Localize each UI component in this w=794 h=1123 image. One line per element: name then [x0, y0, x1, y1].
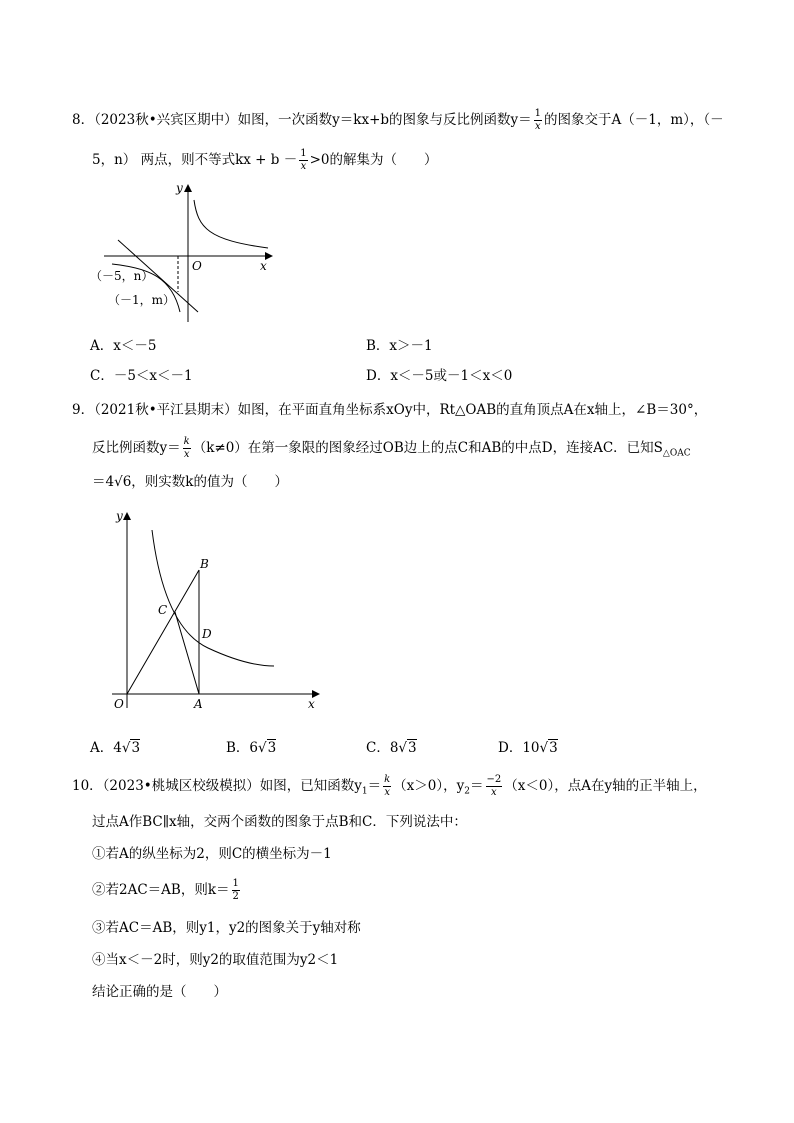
q9-label-b: B: [200, 557, 209, 571]
q9-y-arrow: [123, 512, 131, 520]
q8-hyperbola-q1: [194, 200, 268, 248]
q8-option-c[interactable]: C．－5＜x＜－1: [90, 368, 193, 384]
q10-fraction-1: $\frac{k}{x}$: [384, 774, 391, 798]
q9-label-c: C: [158, 603, 168, 617]
q9-option-c[interactable]: C．8√3: [366, 740, 417, 756]
q10-line1: 10．（2023•桃城区校级模拟）如图，已知函数$y_1=$ $\frac{k}{x}$ （x＞0），$y_2=$ $\frac{-2}{x}$ （x＜0），点A在y轴的正半轴上，: [72, 774, 707, 798]
q10-line2: 过点A作BC∥x轴，交两个函数的图象于点B和C．下列说法中：: [92, 814, 467, 830]
q8-graph: [90, 178, 280, 328]
q10-fraction-2: $\frac{-2}{x}$: [486, 774, 502, 798]
q9-label-d: D: [202, 627, 212, 641]
q8-option-d[interactable]: D．x＜－5或－1＜x＜0: [366, 368, 513, 384]
q9-line3: ＝4√6，则实数k的值为（ ）: [92, 474, 288, 490]
q8-x-label: x: [260, 259, 267, 273]
q9-segment-ac: [175, 612, 199, 694]
q8-y-arrow: [184, 184, 192, 192]
q10-item1: ①若A的纵坐标为2，则C的横坐标为－1: [92, 846, 332, 862]
q9-option-d[interactable]: D．10√3: [498, 740, 558, 756]
q8-line2: 5，n） 两点，则不等式kx + b － $\frac{1}{x}$ >0的解集为（ ）: [92, 148, 438, 172]
q9-label-a: A: [194, 697, 203, 711]
q8-point1-label: （－5，n）: [90, 269, 154, 283]
q8-y-label: y: [176, 181, 183, 195]
q8-origin-label: O: [192, 259, 202, 273]
q10-item4: ④当x＜－2时，则y2的取值范围为y2＜1: [92, 952, 339, 968]
q9-fraction: $\frac{k}{x}$: [183, 436, 190, 460]
q10-conclusion: 结论正确的是（ ）: [92, 984, 227, 1000]
q10-item2: ②若2AC＝AB，则k＝ $\frac{1}{2}$: [92, 878, 239, 902]
q9-line2: 反比例函数y＝ $\frac{k}{x}$ （k≠0）在第一象限的图象经过OB边上的点C和AB的中点D，连接AC．已知$S_{\triangle OAC}$: [92, 436, 691, 460]
q8-option-a[interactable]: A．x＜－5: [90, 338, 157, 354]
q9-hyperbola: [152, 530, 274, 666]
q8-fraction: $\frac{1}{x}$: [534, 108, 542, 132]
q9-option-a[interactable]: A．4√3: [90, 740, 141, 756]
q8-option-b[interactable]: B．x＞－1: [366, 338, 433, 354]
q10-item3: ③若AC＝AB，则y1，y2的图象关于y轴对称: [92, 920, 361, 936]
q8-point2-label: （－1，m）: [108, 293, 176, 307]
q9-option-b[interactable]: B．6√3: [226, 740, 277, 756]
q8-fraction-2: $\frac{1}{x}$: [300, 148, 307, 172]
q9-x-label: x: [308, 697, 315, 711]
q9-line1: 9．（2021秋•平江县期末）如图，在平面直角坐标系xOy中，Rt△OAB的直角顶点A在x轴上，∠B＝30°，: [72, 402, 708, 418]
q9-segment-ob: [127, 570, 199, 694]
q9-graph: [108, 504, 328, 720]
q9-y-label: y: [116, 509, 123, 523]
q8-line1: 8．（2023秋•兴宾区期中）如图，一次函数y＝kx+b的图象与反比例函数y＝ $\frac{1}{x}$ 的图象交于A（－1，m），（－: [72, 108, 724, 132]
q10-item2-fraction: $\frac{1}{2}$: [232, 878, 239, 902]
q9-origin-label: O: [114, 697, 124, 711]
